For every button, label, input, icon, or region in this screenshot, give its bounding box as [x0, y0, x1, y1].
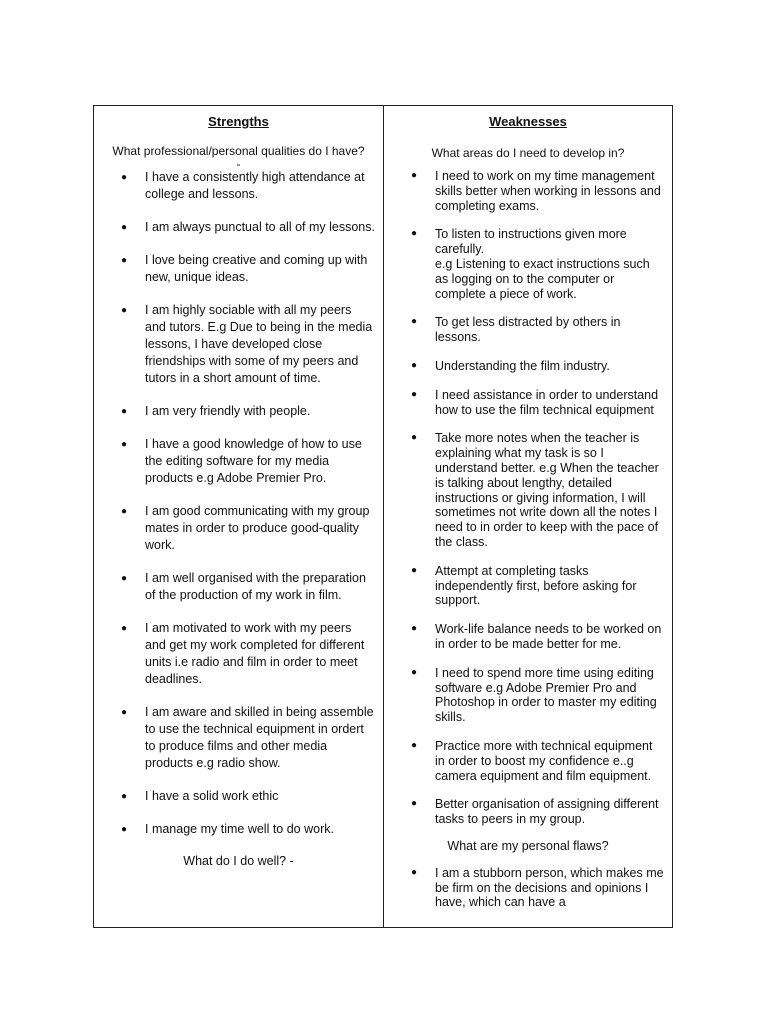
list-item	[384, 797, 672, 827]
weaknesses-heading: Weaknesses	[489, 114, 567, 129]
list-item	[384, 431, 672, 549]
list-item	[94, 302, 383, 387]
personal-flaws-list	[384, 866, 672, 910]
list-item-text: I am very friendly with people.	[145, 404, 311, 418]
bullet-icon: ●	[411, 170, 418, 181]
list-item-text: I need to spend more time using editing software e.g Adobe Premier Pro and Photoshop in order to master my editing skills.	[435, 665, 657, 725]
list-item	[94, 252, 383, 286]
list-item	[94, 788, 383, 805]
bullet-icon: ●	[411, 432, 418, 444]
list-item	[94, 704, 383, 772]
list-item-text: Attempt at completing tasks independently first, before asking for support.	[435, 563, 637, 608]
bullet-icon: ●	[411, 866, 418, 878]
personal-flaws-question: What are my personal flaws?	[447, 838, 609, 853]
bullet-icon: ●	[121, 824, 128, 835]
list-item-text: To get less distracted by others in lessons.	[435, 315, 621, 345]
list-item	[94, 503, 383, 554]
list-item-text: I have a solid work ethic	[145, 789, 279, 803]
list-item	[94, 436, 383, 487]
list-item	[94, 570, 383, 604]
list-item	[384, 564, 672, 608]
bullet-icon: ●	[411, 739, 418, 751]
list-item-text: I have a consistently high attendance at college and lessons.	[145, 170, 365, 201]
bullet-icon: ●	[411, 623, 418, 635]
list-item-text: I love being creative and coming up with new, unique ideas.	[145, 253, 368, 284]
list-item-text: I am good communicating with my group mates in order to produce good-quality work.	[145, 504, 370, 552]
list-item-text: To listen to instructions given more carefully. e.g Listening to exact instructions such as logging on to the computer or complete a piece of work.	[435, 227, 650, 301]
strengths-question: What professional/personal qualities do I have?	[112, 144, 365, 158]
list-item-text: I am highly sociable with all my peers and tutors. E.g Due to being in the media lessons, I have developed close friendships with some of my peers and tutors in a short amount of time.	[145, 303, 373, 385]
bullet-icon: ●	[411, 564, 418, 576]
weaknesses-question: What areas do I need to develop in?	[431, 146, 625, 160]
bullet-icon: ●	[121, 222, 128, 233]
list-item-text: I need to work on my time management skills better when working in lessons and completing exams.	[435, 169, 661, 213]
bullet-icon: ●	[121, 623, 128, 634]
list-item	[384, 866, 672, 910]
list-item	[94, 620, 383, 688]
weaknesses-list	[384, 169, 672, 827]
bullet-icon: ●	[121, 506, 128, 517]
bullet-icon: ●	[121, 406, 128, 417]
weaknesses-column	[384, 106, 672, 927]
list-item	[384, 622, 672, 652]
list-item	[384, 227, 672, 301]
list-item	[384, 739, 672, 783]
list-item-text: I am well organised with the preparation of the production of my work in film.	[145, 571, 366, 602]
list-item	[94, 821, 383, 838]
bullet-icon: ●	[121, 439, 128, 450]
list-item-text: Take more notes when the teacher is explaining what my task is so I understand better. e.g When the teacher is talking about lengthy, detailed instructions or giving information, I will sometimes not write down all the notes I need to in order to keep with the pace of the class.	[435, 431, 659, 549]
bullet-icon: ●	[121, 707, 128, 718]
list-item	[94, 219, 383, 236]
bullet-icon: ●	[121, 791, 128, 802]
list-item-text: I am motivated to work with my peers and get my work completed for different units i.e radio and film in order to meet deadlines.	[145, 621, 365, 686]
bullet-icon: ●	[411, 359, 418, 371]
list-item	[384, 315, 672, 345]
list-item-text: I am aware and skilled in being assemble to use the technical equipment in ordert to produce films and other media products e.g radio show.	[145, 705, 374, 770]
list-item-text: Practice more with technical equipment in order to boost my confidence e..g camera equipment and film equipment.	[435, 738, 653, 783]
bullet-icon: ●	[411, 316, 418, 328]
strengths-closing-question: What do I do well? -	[183, 854, 294, 868]
list-item	[384, 359, 672, 374]
strengths-column	[94, 106, 384, 927]
bullet-icon: ●	[411, 798, 418, 810]
strengths-heading: Strengths	[208, 114, 269, 129]
list-item	[94, 169, 383, 203]
list-item-text: I am always punctual to all of my lessons.	[145, 220, 375, 234]
bullet-icon: ●	[121, 255, 128, 266]
list-item	[94, 403, 383, 420]
bullet-icon: ●	[121, 305, 128, 316]
list-item-text: I have a good knowledge of how to use the editing software for my media products e.g Adobe Premier Pro.	[145, 437, 362, 485]
list-item	[384, 666, 672, 725]
bullet-icon: ●	[411, 228, 418, 240]
list-item-text: I am a stubborn person, which makes me be firm on the decisions and opinions I have, which can have a	[435, 865, 664, 910]
list-item-text: I manage my time well to do work.	[145, 822, 334, 836]
list-item-text: Understanding the film industry.	[435, 358, 610, 373]
list-item	[384, 169, 672, 213]
list-item-text: Better organisation of assigning different tasks to peers in my group.	[435, 797, 659, 827]
list-item	[384, 388, 672, 418]
swot-table	[93, 105, 673, 928]
list-item-text: Work-life balance needs to be worked on in order to be made better for me.	[435, 622, 662, 651]
list-item-text: I need assistance in order to understand how to use the film technical equipment	[435, 387, 659, 417]
bullet-icon: ●	[121, 172, 128, 183]
bullet-icon: ●	[121, 573, 128, 584]
bullet-icon: ●	[411, 388, 418, 400]
strengths-list	[94, 169, 383, 838]
strengths-dash: -	[236, 157, 241, 171]
bullet-icon: ●	[411, 666, 418, 678]
